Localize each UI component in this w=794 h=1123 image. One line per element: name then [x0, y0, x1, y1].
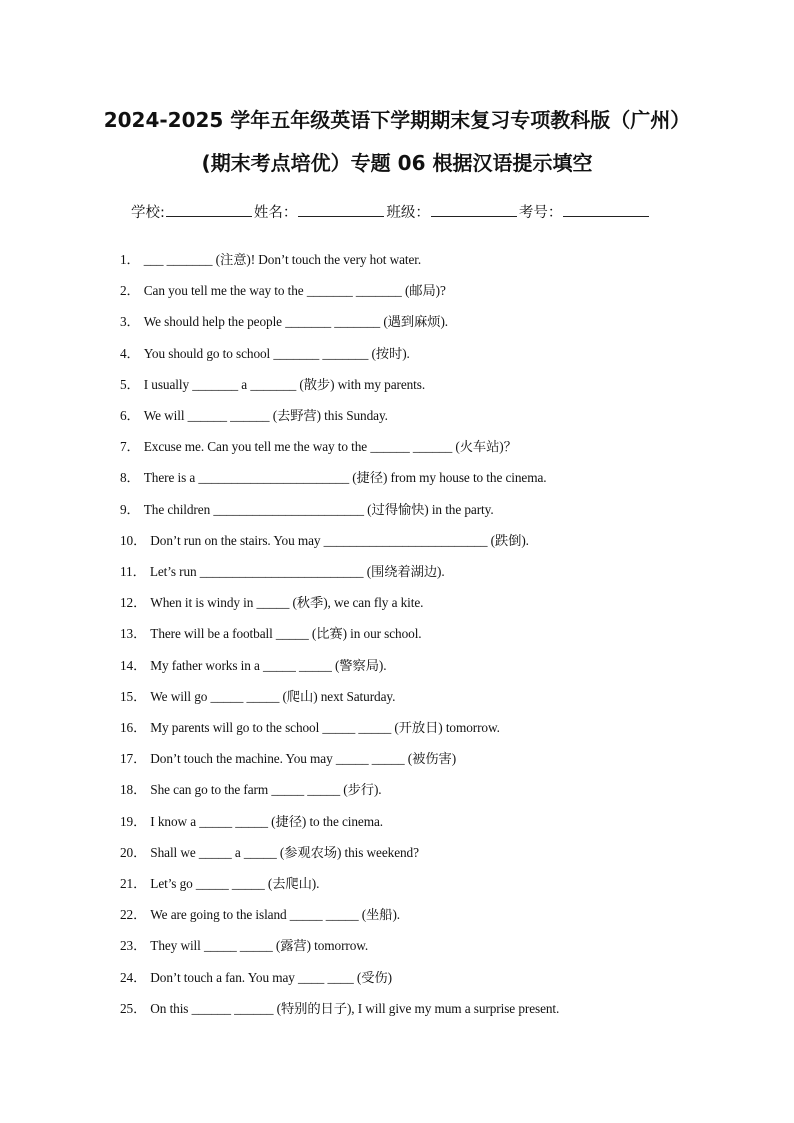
question-number: 6．	[120, 408, 140, 423]
question-item	[120, 873, 319, 892]
question-number: 17．	[120, 751, 147, 767]
question-item	[120, 343, 410, 362]
question-item	[120, 717, 500, 736]
question-text: We should help the people _______ _______ (遇到麻烦).	[143, 314, 448, 330]
question-text: ___ _______ (注意)! Don’t touch the very hot water.	[143, 252, 422, 267]
question-text: My father works in a _____ _____ (警察局).	[150, 657, 387, 673]
question-text: You should go to school _______ _______ (按时).	[143, 345, 410, 361]
question-item	[120, 811, 383, 830]
question-text: Let’s run _________________________ (围绕着湖边).	[149, 564, 445, 579]
question-number: 8．	[120, 470, 140, 486]
question-number: 12．	[120, 595, 147, 611]
question-item	[120, 311, 448, 330]
question-item	[120, 623, 422, 642]
class-blank[interactable]	[431, 202, 517, 217]
question-number: 5．	[120, 376, 140, 392]
exam-number-label: 考号：	[518, 205, 563, 221]
question-item	[120, 686, 395, 705]
question-item	[120, 779, 382, 798]
question-item	[120, 998, 559, 1017]
question-text: Let’s go _____ _____ (去爬山).	[150, 876, 320, 891]
worksheet-title-line1: 2024-2025 学年五年级英语下学期期末复习专项教科版（广州）	[103, 108, 691, 132]
student-info-row	[131, 201, 651, 222]
question-item	[120, 436, 517, 455]
question-text: They will _____ _____ (露营) tomorrow.	[150, 938, 369, 954]
question-number: 24．	[120, 969, 147, 985]
question-item	[120, 280, 446, 299]
question-item	[120, 561, 445, 580]
question-item	[120, 374, 425, 393]
question-number: 13．	[120, 626, 147, 642]
worksheet-title-line2: (期末考点培优）专题 06 根据汉语提示填空	[201, 151, 593, 175]
question-text: The children _______________________ (过得愉快) in the party.	[143, 501, 494, 517]
question-text: On this ______ ______ (特别的日子), I will give my mum a surprise present.	[150, 1000, 560, 1016]
question-text: Don’t touch a fan. You may ____ ____ (受伤)	[150, 969, 392, 985]
question-number: 9．	[120, 501, 140, 517]
question-number: 16．	[120, 720, 147, 735]
question-text: Shall we _____ a _____ (参观农场) this weekend?	[150, 844, 419, 860]
school-blank[interactable]	[166, 202, 252, 217]
question-item	[120, 748, 456, 767]
question-number: 21．	[120, 876, 147, 891]
question-number: 3．	[120, 314, 140, 330]
question-text: We will ______ ______ (去野营) this Sunday.	[143, 408, 388, 423]
question-text: We are going to the island _____ _____ (坐船).	[150, 907, 401, 923]
question-number: 14．	[120, 657, 147, 673]
question-text: There is a _______________________ (捷径) from my house to the cinema.	[143, 470, 547, 486]
question-number: 10．	[120, 532, 147, 548]
question-number: 20．	[120, 844, 147, 860]
name-blank[interactable]	[298, 202, 384, 217]
question-number: 4．	[120, 345, 140, 361]
question-number: 22．	[120, 907, 147, 923]
question-number: 25．	[120, 1000, 147, 1016]
question-text: We will go _____ _____ (爬山) next Saturday.	[150, 688, 396, 704]
question-text: When it is windy in _____ (秋季), we can fly a kite.	[150, 595, 424, 611]
name-label: 姓名：	[253, 205, 298, 221]
question-text: Don’t run on the stairs. You may _________________________ (跌倒).	[150, 532, 529, 548]
class-label: 班级：	[386, 205, 430, 221]
question-item	[120, 935, 368, 954]
question-text: My parents will go to the school _____ _____ (开放日) tomorrow.	[150, 720, 500, 735]
question-number: 1．	[120, 252, 140, 267]
question-text: Can you tell me the way to the _______ _______ (邮局)?	[143, 283, 446, 299]
question-number: 18．	[120, 782, 147, 798]
question-item	[120, 842, 419, 861]
question-item	[120, 405, 388, 424]
question-item	[120, 530, 529, 549]
question-number: 23．	[120, 938, 147, 954]
question-number: 19．	[120, 813, 147, 829]
question-item	[120, 249, 421, 268]
question-text: She can go to the farm _____ _____ (步行).	[150, 782, 382, 798]
question-text: I know a _____ _____ (捷径) to the cinema.	[150, 813, 384, 829]
question-item	[120, 904, 400, 923]
question-text: I usually _______ a _______ (散步) with my parents.	[143, 376, 426, 392]
exam-number-blank[interactable]	[563, 202, 649, 217]
question-number: 15．	[120, 688, 147, 704]
question-text: There will be a football _____ (比赛) in our school.	[150, 626, 422, 642]
question-item	[120, 592, 423, 611]
school-label: 学校:	[131, 205, 165, 221]
question-item	[120, 467, 547, 486]
question-text: Don’t touch the machine. You may _____ _____ (被伤害)	[150, 751, 457, 767]
question-item	[120, 499, 494, 518]
question-text: Excuse me. Can you tell me the way to the ______ ______ (火车站)？	[143, 439, 517, 455]
question-number: 2．	[120, 283, 140, 299]
question-number: 11．	[120, 564, 146, 579]
question-item	[120, 655, 386, 674]
question-item	[120, 967, 392, 986]
question-number: 7．	[120, 439, 140, 455]
